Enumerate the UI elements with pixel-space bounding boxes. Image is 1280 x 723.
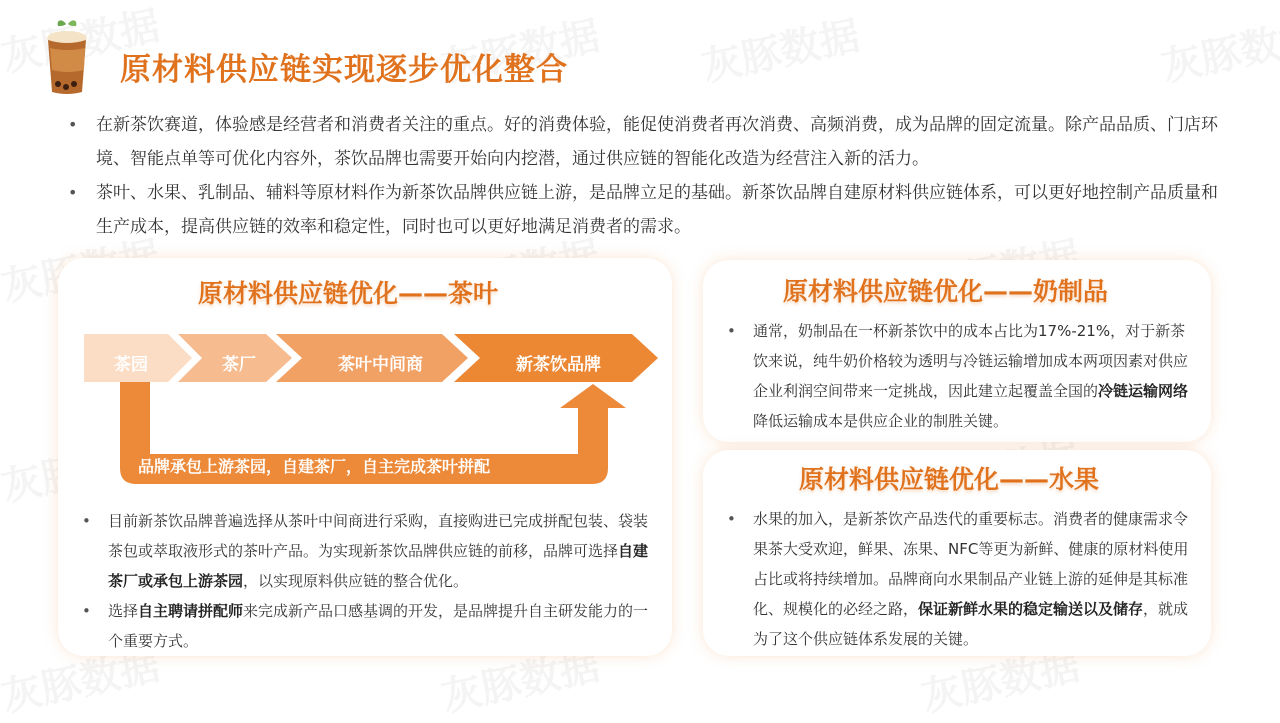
tea-panel — [58, 258, 672, 656]
milk-panel — [703, 260, 1211, 442]
tea-bullet — [82, 506, 652, 596]
milk-tea-cup-icon — [44, 18, 90, 96]
chain-label-tea-middleman: 茶叶中间商 — [338, 355, 423, 375]
intro-bullet — [68, 108, 1228, 176]
milk-bullets — [727, 316, 1197, 436]
intro-bullet — [68, 176, 1228, 244]
watermark — [696, 4, 864, 93]
tea-bullet-bold: 自建茶厂或承包上游茶园 — [108, 542, 649, 590]
bullet-dot: • — [68, 183, 78, 202]
tea-bullet-text: 来完成新产品口感基调的开发，是品牌提升自主研发能力的一个重要方式。 — [108, 602, 649, 650]
tea-bullet-bold: 自主聘请拼配师 — [138, 602, 244, 620]
intro-list — [68, 108, 1228, 244]
bullet-dot: • — [82, 602, 91, 620]
bullet-dot: • — [82, 512, 91, 530]
fruit-panel-heading: 原材料供应链优化——水果 — [799, 465, 1100, 494]
tea-bullet — [82, 596, 652, 656]
bullet-dot: • — [727, 510, 736, 528]
fruit-bullets — [727, 504, 1197, 654]
page-title: 原材料供应链实现逐步优化整合 — [120, 52, 568, 88]
fruit-panel — [703, 450, 1211, 656]
chain-label-tea-factory: 茶厂 — [222, 355, 256, 375]
tea-bullet-text: 目前新茶饮品牌普遍选择从茶叶中间商进行采购，直接购进已完成拼配包装、袋装茶包或萃取液形式的茶叶产品。为实现新茶饮品牌供应链的前移，品牌可选择 — [108, 512, 649, 560]
chain-label-tea-garden: 茶园 — [114, 355, 148, 375]
milk-bullet — [727, 316, 1197, 436]
bullet-dot: • — [727, 322, 736, 340]
milk-panel-heading: 原材料供应链优化——奶制品 — [783, 277, 1109, 306]
fruit-bullet-bold: 保证新鲜水果的稳定输送以及储存 — [918, 600, 1144, 618]
fruit-bullet — [727, 504, 1197, 654]
tea-bullet-text: ，以实现原料供应链的整合优化。 — [243, 572, 469, 590]
intro-text: 茶叶、水果、乳制品、辅料等原材料作为新茶饮品牌供应链上游，是品牌立足的基础。新茶饮品牌自建原材料供应链体系，可以更好地控制产品质量和生产成本，提高供应链的效率和稳定性，同时也可以更好地满足消费者的需求。 — [96, 183, 1218, 237]
watermark — [1156, 4, 1280, 93]
fruit-bullet-text: 水果的加入，是新茶饮产品迭代的重要标志。消费者的健康需求令果茶大受欢迎，鲜果、冻果、NFC等更为新鲜、健康的原材料使用占比或将持续增加。品牌商向水果制品产业链上游的延伸是其标准化、规模化的必经之路， — [753, 510, 1189, 618]
loop-label: 品牌承包上游茶园，自建茶厂，自主完成茶叶拼配 — [138, 457, 491, 476]
bullet-dot: • — [68, 115, 78, 134]
tea-bullets — [82, 506, 652, 656]
chain-label-tea-brand: 新茶饮品牌 — [516, 355, 601, 375]
tea-panel-heading: 原材料供应链优化——茶叶 — [198, 279, 499, 308]
fruit-bullet-text: ，就成为了这个供应链体系发展的关键。 — [753, 600, 1189, 648]
tea-bullet-text: 选择 — [108, 602, 139, 620]
milk-bullet-bold: 冷链运输网络 — [1098, 382, 1189, 400]
milk-bullet-text: 通常，奶制品在一杯新茶饮中的成本占比为17%-21%，对于新茶饮来说，纯牛奶价格较为透明与冷链运输增加成本两项因素对供应企业利润空间带来一定挑战，因此建立起覆盖全国的 — [753, 322, 1189, 400]
milk-bullet-text: 降低运输成本是供应企业的制胜关键。 — [753, 412, 1009, 430]
intro-text: 在新茶饮赛道，体验感是经营者和消费者关注的重点。好的消费体验，能促使消费者再次消费、高频消费，成为品牌的固定流量。除产品品质、门店环境、智能点单等可优化内容外，茶饮品牌也需要开始向内挖潜，通过供应链的智能化改造为经营注入新的活力。 — [96, 115, 1218, 169]
